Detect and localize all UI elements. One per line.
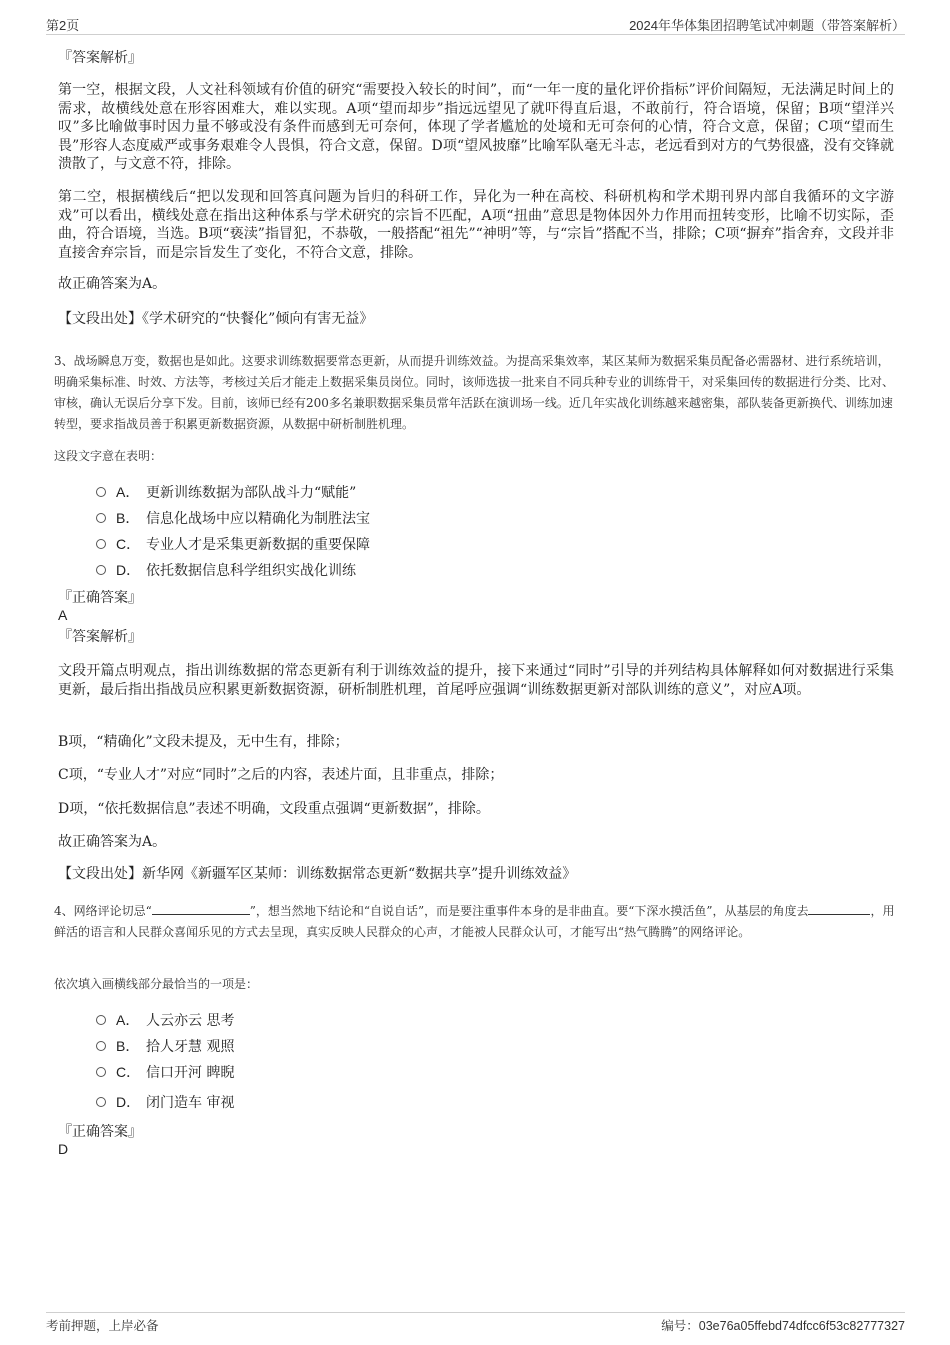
q3-options [96, 482, 696, 586]
q4-option-a[interactable]: A． 人云亦云 思考 [96, 1010, 696, 1036]
q3-option-b[interactable]: B． 信息化战场中应以精确化为制胜法宝 [96, 508, 696, 534]
q4-option-c[interactable]: C． 信口开河 睥睨 [96, 1062, 696, 1088]
q4-correct-answer: D [58, 1141, 69, 1157]
radio-icon[interactable] [96, 565, 106, 575]
radio-icon[interactable] [96, 539, 106, 549]
q3-prompt: 这段文字意在表明： [54, 449, 163, 463]
q3-option-a[interactable]: A． 更新训练数据为部队战斗力“赋能” [96, 482, 696, 508]
q3-analysis-paragraph-4: D项，“依托数据信息”表述不明确，文段重点强调“更新数据”，排除。 [58, 801, 490, 817]
page-footer [46, 1312, 905, 1333]
q3-correct-answer: A [58, 607, 68, 623]
radio-icon[interactable] [96, 487, 106, 497]
q3-analysis-title: 『答案解析』 [58, 629, 142, 645]
radio-icon[interactable] [96, 1041, 106, 1051]
fill-blank-1 [152, 902, 250, 915]
radio-icon[interactable] [96, 1015, 106, 1025]
fill-blank-2 [808, 902, 870, 915]
q4-prompt: 依次填入画横线部分最恰当的一项是： [54, 977, 259, 991]
q3-option-d[interactable]: D． 依托数据信息科学组织实战化训练 [96, 560, 696, 586]
q3-analysis-paragraph-2: B项，“精确化”文段未提及，无中生有，排除； [58, 734, 349, 750]
q4-options [96, 1010, 696, 1118]
page-number: 第2页 [46, 18, 80, 33]
q2-conclusion: 故正确答案为A。 [58, 276, 167, 292]
page-header [46, 14, 905, 35]
document-title: 2024年华体集团招聘笔试冲刺题（带答案解析） [629, 18, 905, 33]
q3-analysis-paragraph-3: C项，“专业人才”对应“同时”之后的内容，表述片面，且非重点，排除； [58, 767, 504, 783]
q2-analysis-paragraph-2: 第二空，根据横线后“把以发现和回答真问题为旨归的科研工作，异化为一种在高校、科研机构和学术期刊界内部自我循环的文字游戏”可以看出，横线处意在指出这种体系与学术研究的宗旨不匹配，A项“扭曲”意思是物体因外力作用而扭转变形，比喻不切实际，歪曲，符合语境，当选。B项“亵渎”指冒犯，不恭敬，一般搭配“祖先”“神明”等，与“宗旨”搭配不当，排除；C项“摒弃”指舍弃，文段并非直接舍弃宗旨，而是宗旨发生了变化，不符合文意，排除。 [58, 189, 894, 261]
q3-option-c[interactable]: C． 专业人才是采集更新数据的重要保障 [96, 534, 696, 560]
q3-answer-title: 『正确答案』 [58, 590, 142, 606]
q2-analysis-paragraph-1: 第一空，根据文段，人文社科领域有价值的研究“需要投入较长的时间”，而“一年一度的量化评价指标”评价间隔短，无法满足时间上的需求，故横线处意在形容困难大，难以实现。A项“望而却步”指远远望见了就吓得直后退，不敢前行，符合语境，保留；B项“望洋兴叹”多比喻做事时因力量不够或没有条件而感到无可奈何，体现了学者尴尬的处境和无可奈何的心情，符合文意，保留；C项“望而生畏”形容人态度威严或事务艰难令人畏惧，符合文意，保留。D项“望风披靡”比喻军队毫无斗志，老远看到对方的气势很盛，没有交锋就溃散了，与文意不符，排除。 [58, 82, 894, 172]
radio-icon[interactable] [96, 1067, 106, 1077]
radio-icon[interactable] [96, 1097, 106, 1107]
q4-option-b[interactable]: B． 拾人牙慧 观照 [96, 1036, 696, 1062]
q2-analysis-title: 『答案解析』 [58, 50, 142, 66]
q3-source: 【文段出处】新华网《新疆军区某师：训练数据常态更新“数据共享”提升训练效益》 [58, 866, 577, 882]
q4-answer-title: 『正确答案』 [58, 1124, 142, 1140]
q3-conclusion: 故正确答案为A。 [58, 834, 167, 850]
q4-option-d[interactable]: D． 闭门造车 审视 [96, 1088, 696, 1118]
document-id: 编号：03e76a05ffebd74dfcc6f53c82777327 [661, 1319, 905, 1333]
q3-question-text: 3、战场瞬息万变，数据也是如此。这要求训练数据要常态更新，从而提升训练效益。为提高采集效率，某区某师为数据采集员配备必需器材、进行系统培训，明确采集标准、时效、方法等，考核过关后才能走上数据采集员岗位。同时，该师选拔一批来自不同兵种专业的训练骨干，对采集回传的数据进行分类、比对、审核，确认无误后分享下发。目前，该师已经有200多名兼职数据采集员常年活跃在演训场一线。近几年实战化训练越来越密集，部队装备更新换代、训练加速转型，要求指战员善于积累更新数据资源，从数据中研析制胜机理。 [54, 354, 895, 431]
q2-source: 【文段出处】《学术研究的“快餐化”倾向有害无益》 [58, 311, 374, 327]
radio-icon[interactable] [96, 513, 106, 523]
q3-analysis-paragraph-1: 文段开篇点明观点，指出训练数据的常态更新有利于训练效益的提升，接下来通过“同时”引导的并列结构具体解释如何对数据进行采集更新，最后指出指战员应积累更新数据资源，研析制胜机理，首尾呼应强调“训练数据更新对部队训练的意义”，对应A项。 [58, 663, 894, 698]
footer-slogan: 考前押题，上岸必备 [46, 1319, 159, 1333]
q4-question-text: 4、网络评论切忌“ ”，想当然地下结论和“自说自话”，而是要注重事件本身的是非曲直。要“下深水摸活鱼”，从基层的角度去 ，用鲜活的语言和人民群众喜闻乐见的方式去呈现，真实反映人民群众的心声，才能被人民群众认可，才能写出“热气腾腾”的网络评论。 [54, 904, 895, 939]
